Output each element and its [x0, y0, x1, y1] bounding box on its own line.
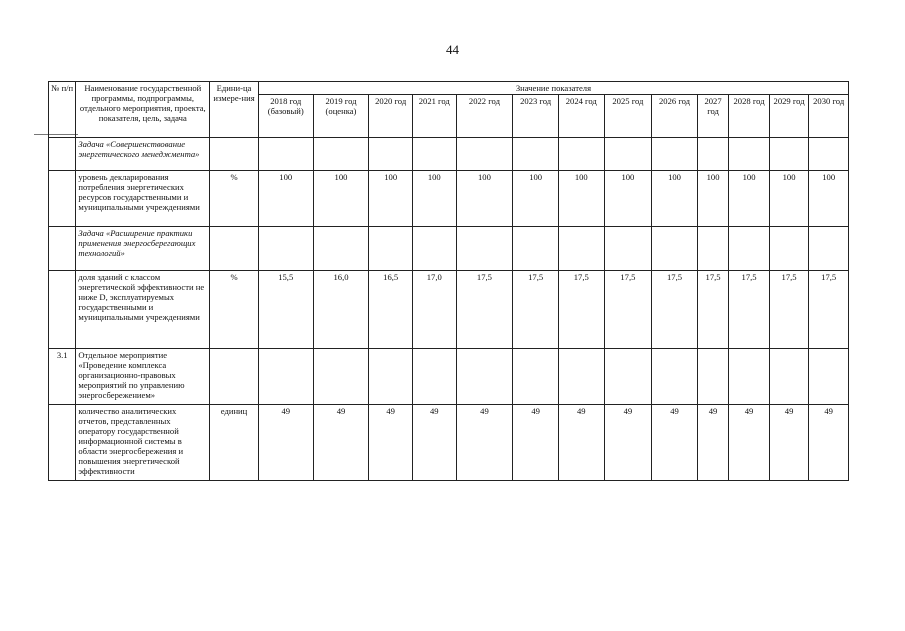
row-value	[809, 227, 849, 271]
row-value: 49	[809, 405, 849, 481]
row-value: 49	[604, 405, 652, 481]
row-value	[369, 227, 413, 271]
row-value	[604, 227, 652, 271]
row-value	[769, 349, 809, 405]
row-value	[258, 138, 313, 171]
table-row	[49, 405, 849, 481]
row-value: 49	[513, 405, 559, 481]
row-value: 49	[769, 405, 809, 481]
row-value: 49	[412, 405, 456, 481]
row-value	[513, 227, 559, 271]
row-value: 49	[558, 405, 604, 481]
row-value: 100	[558, 171, 604, 227]
row-value: 100	[513, 171, 559, 227]
row-value	[369, 349, 413, 405]
row-unit	[210, 349, 259, 405]
row-value	[697, 227, 728, 271]
row-unit	[210, 227, 259, 271]
header-year: 2030 год	[809, 95, 849, 138]
row-value: 100	[412, 171, 456, 227]
row-value	[513, 138, 559, 171]
row-value: 100	[652, 171, 698, 227]
row-num	[49, 171, 76, 227]
header-year: 2023 год	[513, 95, 559, 138]
table-row	[49, 271, 849, 349]
row-value: 17,5	[604, 271, 652, 349]
header-year: 2028 год	[729, 95, 770, 138]
row-value: 49	[729, 405, 770, 481]
row-name: Задача «Расширение практики применения энергосберегающих технологий»	[76, 227, 210, 271]
row-value: 49	[258, 405, 313, 481]
row-value	[697, 138, 728, 171]
row-value	[652, 349, 698, 405]
row-value: 100	[313, 171, 369, 227]
row-value: 49	[313, 405, 369, 481]
row-value: 49	[652, 405, 698, 481]
row-value: 100	[258, 171, 313, 227]
row-unit: %	[210, 171, 259, 227]
row-value: 17,5	[809, 271, 849, 349]
row-value	[697, 349, 728, 405]
header-unit: Едини-ца измере-ния	[210, 82, 259, 138]
row-value: 17,5	[697, 271, 728, 349]
row-unit	[210, 138, 259, 171]
row-value	[258, 349, 313, 405]
row-value	[313, 138, 369, 171]
row-value	[729, 349, 770, 405]
page-number: 44	[446, 42, 459, 57]
row-value	[456, 227, 513, 271]
header-year: 2021 год	[412, 95, 456, 138]
row-value: 17,0	[412, 271, 456, 349]
row-value: 100	[604, 171, 652, 227]
row-num	[49, 405, 76, 481]
row-value	[313, 227, 369, 271]
row-num: 3.1	[49, 349, 76, 405]
row-value: 17,5	[769, 271, 809, 349]
row-value: 100	[809, 171, 849, 227]
row-value	[412, 349, 456, 405]
row-name: Задача «Совершенствование энергетического менеджмента»	[76, 138, 210, 171]
header-value-group: Значение показателя	[258, 82, 848, 95]
row-value: 16,5	[369, 271, 413, 349]
row-unit: %	[210, 271, 259, 349]
header-name: Наименование государственной программы, подпрограммы, отдельного мероприятия, проекта, показателя, цель, задача	[76, 82, 210, 138]
header-year: 2029 год	[769, 95, 809, 138]
row-value	[604, 349, 652, 405]
row-value	[456, 138, 513, 171]
row-value: 15,5	[258, 271, 313, 349]
row-value	[558, 138, 604, 171]
row-value	[258, 227, 313, 271]
row-value	[456, 349, 513, 405]
table-row	[49, 227, 849, 271]
row-value	[729, 138, 770, 171]
table-row	[49, 138, 849, 171]
table-row	[49, 349, 849, 405]
row-value: 17,5	[652, 271, 698, 349]
header-year: 2022 год	[456, 95, 513, 138]
row-value: 16,0	[313, 271, 369, 349]
row-name: Отдельное мероприятие «Проведение комплекса организационно-правовых мероприятий по управлению энергосбережением»	[76, 349, 210, 405]
row-num	[49, 138, 76, 171]
row-value	[729, 227, 770, 271]
header-year: 2019 год (оценка)	[313, 95, 369, 138]
row-value: 100	[729, 171, 770, 227]
row-value: 17,5	[558, 271, 604, 349]
row-value	[769, 227, 809, 271]
row-value	[652, 227, 698, 271]
row-value	[652, 138, 698, 171]
row-value: 17,5	[456, 271, 513, 349]
row-num	[49, 227, 76, 271]
row-value	[558, 227, 604, 271]
row-name: количество аналитических отчетов, представленных оператору государственной информационной системы в области энергосбережения и повышения энергетической эффективности	[76, 405, 210, 481]
header-year: 2027 год	[697, 95, 728, 138]
row-value	[809, 138, 849, 171]
row-value: 100	[697, 171, 728, 227]
row-value	[604, 138, 652, 171]
row-value	[769, 138, 809, 171]
row-num	[49, 271, 76, 349]
row-value: 17,5	[729, 271, 770, 349]
row-value	[809, 349, 849, 405]
header-year: 2024 год	[558, 95, 604, 138]
row-value	[412, 227, 456, 271]
row-value	[369, 138, 413, 171]
header-num: № п/п	[49, 82, 76, 138]
row-value: 49	[456, 405, 513, 481]
table-row	[49, 171, 849, 227]
row-name: доля зданий с классом энергетической эффективности не ниже D, эксплуатируемых государственными и муниципальными учреждениями	[76, 271, 210, 349]
row-value	[558, 349, 604, 405]
row-unit: единиц	[210, 405, 259, 481]
header-year: 2026 год	[652, 95, 698, 138]
row-value: 100	[769, 171, 809, 227]
row-value	[313, 349, 369, 405]
row-value	[513, 349, 559, 405]
row-value: 49	[697, 405, 728, 481]
row-value	[412, 138, 456, 171]
row-value: 100	[369, 171, 413, 227]
row-value: 100	[456, 171, 513, 227]
row-value: 49	[369, 405, 413, 481]
row-name: уровень декларирования потребления энергетических ресурсов государственными и муниципальными учреждениями	[76, 171, 210, 227]
row-value: 17,5	[513, 271, 559, 349]
header-year: 2025 год	[604, 95, 652, 138]
table-header-row	[49, 82, 849, 95]
indicators-table	[48, 81, 849, 481]
header-year: 2020 год	[369, 95, 413, 138]
header-year: 2018 год (базовый)	[258, 95, 313, 138]
